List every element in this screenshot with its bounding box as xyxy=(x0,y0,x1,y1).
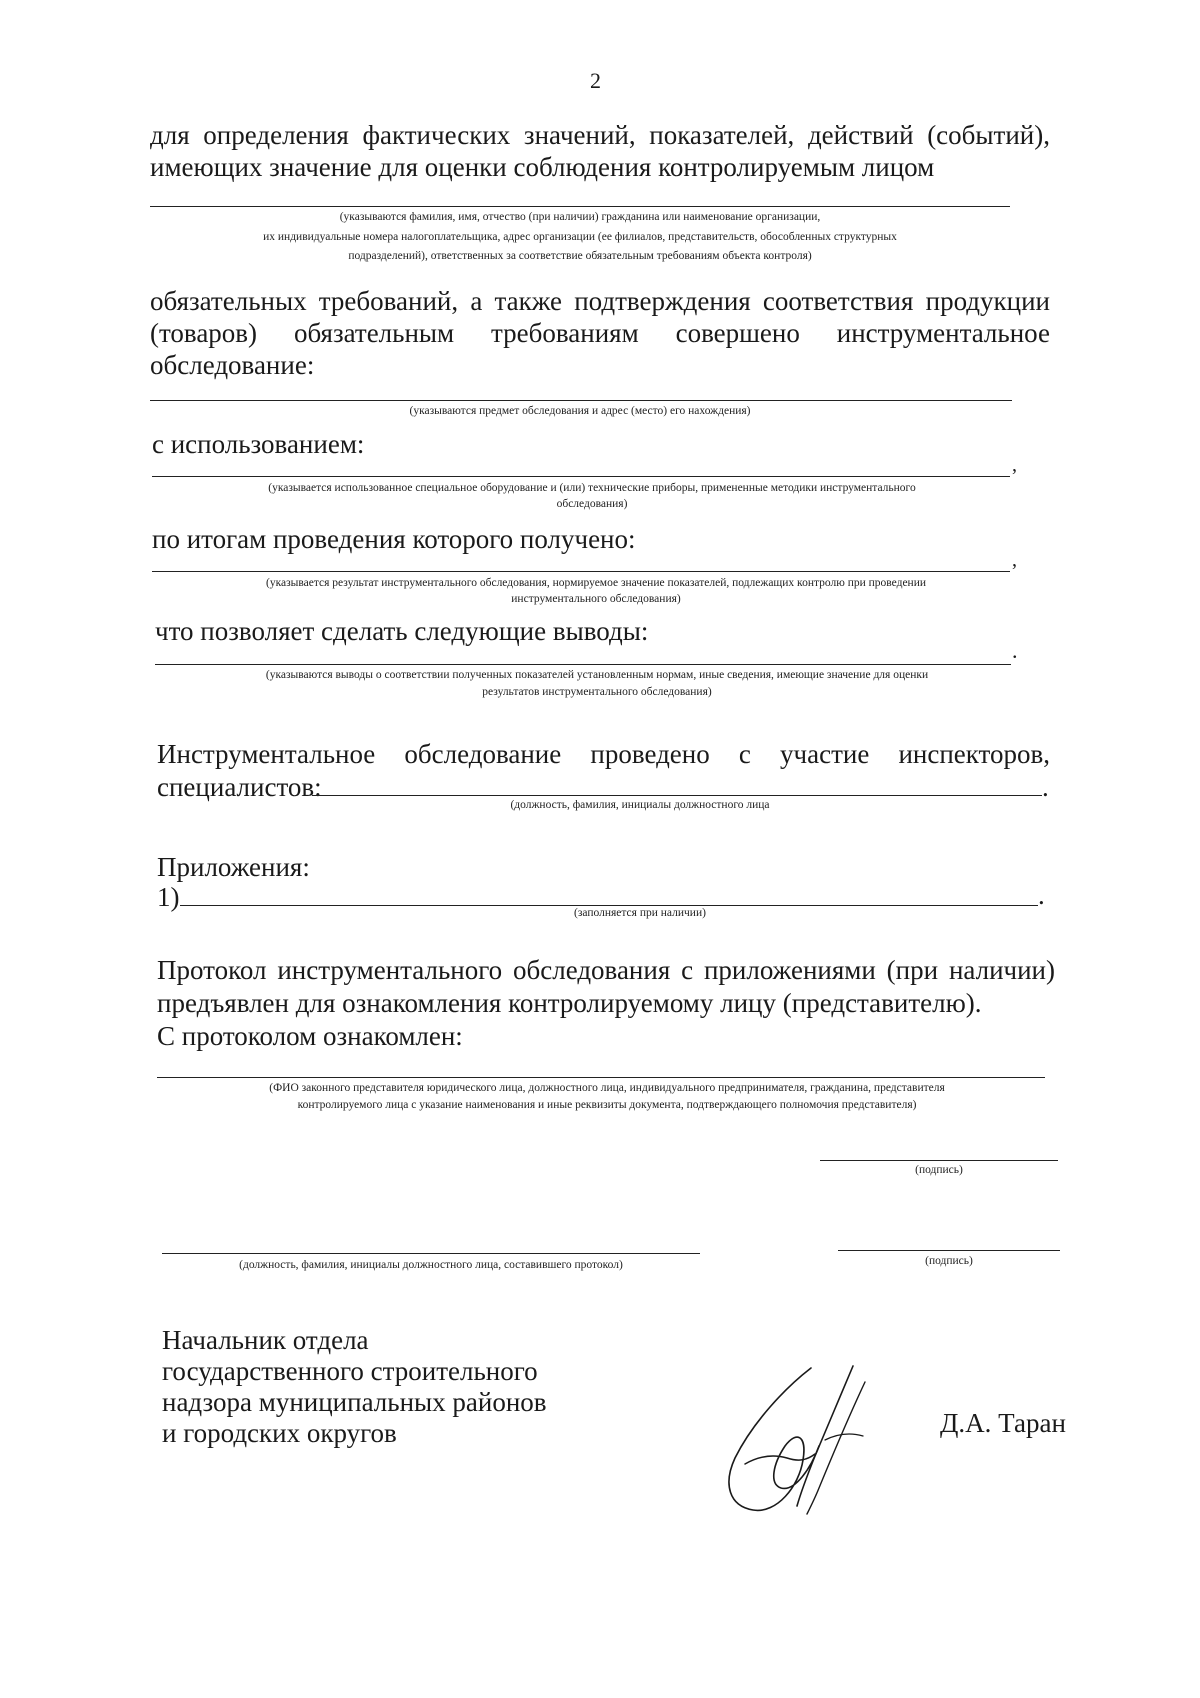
conclusions-label: что позволяет сделать следующие выводы: xyxy=(155,616,649,646)
result-label: по итогам проведения которого получено: xyxy=(152,524,636,554)
hint-subject: (указываются предмет обследования и адрес (место) его нахождения) xyxy=(409,405,751,417)
handwritten-signature xyxy=(715,1360,895,1530)
participants-line-1: Инструментальное обследование проведено с участие инспекторов, xyxy=(157,739,1050,769)
hint-compiler: (должность, фамилия, инициалы должностного лица, составившего протокол) xyxy=(239,1259,623,1271)
footer-position-line-1: Начальник отдела xyxy=(162,1325,369,1355)
hint-signature-compiler: (подпись) xyxy=(925,1255,973,1267)
page-number: 2 xyxy=(590,68,601,93)
hint-acquainted-2: контролируемого лица с указание наименования и иные реквизиты документа, подтверждающего полномочия представителя) xyxy=(297,1099,917,1111)
footer-position-line-2: государственного строительного xyxy=(162,1356,538,1386)
hint-participants: (должность, фамилия, инициалы должностного лица xyxy=(510,799,770,811)
hint-conclusions-1: (указываются выводы о соответствии полученных показателей установленным нормам, иные сведения, имеющие значение для оценки xyxy=(265,669,929,681)
appendix-title: Приложения: xyxy=(157,852,310,882)
hint-signature-acquainted: (подпись) xyxy=(915,1164,963,1176)
hint-conclusions-2: результатов инструментального обследования) xyxy=(482,686,712,698)
appendix-end-dot: . xyxy=(1038,880,1045,910)
footer-position-line-4: и городских округов xyxy=(162,1418,397,1448)
fill-line-acquainted xyxy=(157,1077,1045,1078)
intro-line-2: имеющих значение для оценки соблюдения контролируемым лицом xyxy=(150,152,935,182)
hint-equipment-2: обследования) xyxy=(556,498,628,510)
result-end-comma: , xyxy=(1012,549,1017,571)
hint-equipment-1: (указывается использованное специальное оборудование и (или) технические приборы, примененные методики инструментального xyxy=(268,482,916,494)
using-label: с использованием: xyxy=(152,429,365,459)
hint-result-1: (указывается результат инструментального обследования, нормируемое значение показателей, подлежащих контролю при проведении xyxy=(265,577,927,589)
protocol-line-1: Протокол инструментального обследования с приложениями (при наличии) xyxy=(157,955,1055,985)
hint-organization-2: их индивидуальные номера налогоплательщика, адрес организации (ее филиалов, представительств, обособленных структурных xyxy=(263,231,897,243)
fill-line-compiler xyxy=(162,1253,700,1254)
signature-line-acquainted xyxy=(820,1160,1058,1161)
signatory-name: Д.А. Таран xyxy=(940,1408,1066,1438)
requirements-line-1: обязательных требований, а также подтверждения соответствия продукции xyxy=(150,286,1050,316)
fill-line-subject xyxy=(150,400,1012,401)
hint-appendix: (заполняется при наличии) xyxy=(574,907,706,919)
conclusions-end-dot: . xyxy=(1012,638,1018,663)
hint-organization-3: подразделений), ответственных за соответствие обязательным требованиям объекта контроля) xyxy=(348,250,812,262)
fill-line-result xyxy=(152,571,1010,572)
using-end-comma: , xyxy=(1012,454,1017,476)
fill-line-organization xyxy=(150,206,1010,207)
appendix-item-number: 1) xyxy=(157,882,180,912)
hint-acquainted-1: (ФИО законного представителя юридического лица, должностного лица, индивидуального предпринимателя, гражданина, представителя xyxy=(269,1082,945,1094)
fill-line-equipment xyxy=(152,476,1010,477)
signature-scribble-icon xyxy=(715,1360,895,1530)
footer-position-line-3: надзора муниципальных районов xyxy=(162,1387,547,1417)
protocol-line-3: С протоколом ознакомлен: xyxy=(157,1021,463,1051)
intro-line-1: для определения фактических значений, показателей, действий (событий), xyxy=(150,120,1050,150)
participants-label: специалистов: xyxy=(157,772,322,802)
requirements-line-3: обследование: xyxy=(150,350,315,380)
protocol-line-2: предъявлен для ознакомления контролируемому лицу (представителю). xyxy=(157,988,982,1018)
fill-line-conclusions xyxy=(155,664,1011,665)
signature-line-compiler xyxy=(838,1250,1060,1251)
hint-organization-1: (указываются фамилия, имя, отчество (при наличии) гражданина или наименование организации, xyxy=(339,211,821,223)
hint-result-2: инструментального обследования) xyxy=(511,593,681,605)
participants-end-dot: . xyxy=(1042,772,1049,802)
requirements-line-2: (товаров) обязательным требованиям совершено инструментальное xyxy=(150,318,1050,348)
fill-line-participants xyxy=(312,795,1042,796)
